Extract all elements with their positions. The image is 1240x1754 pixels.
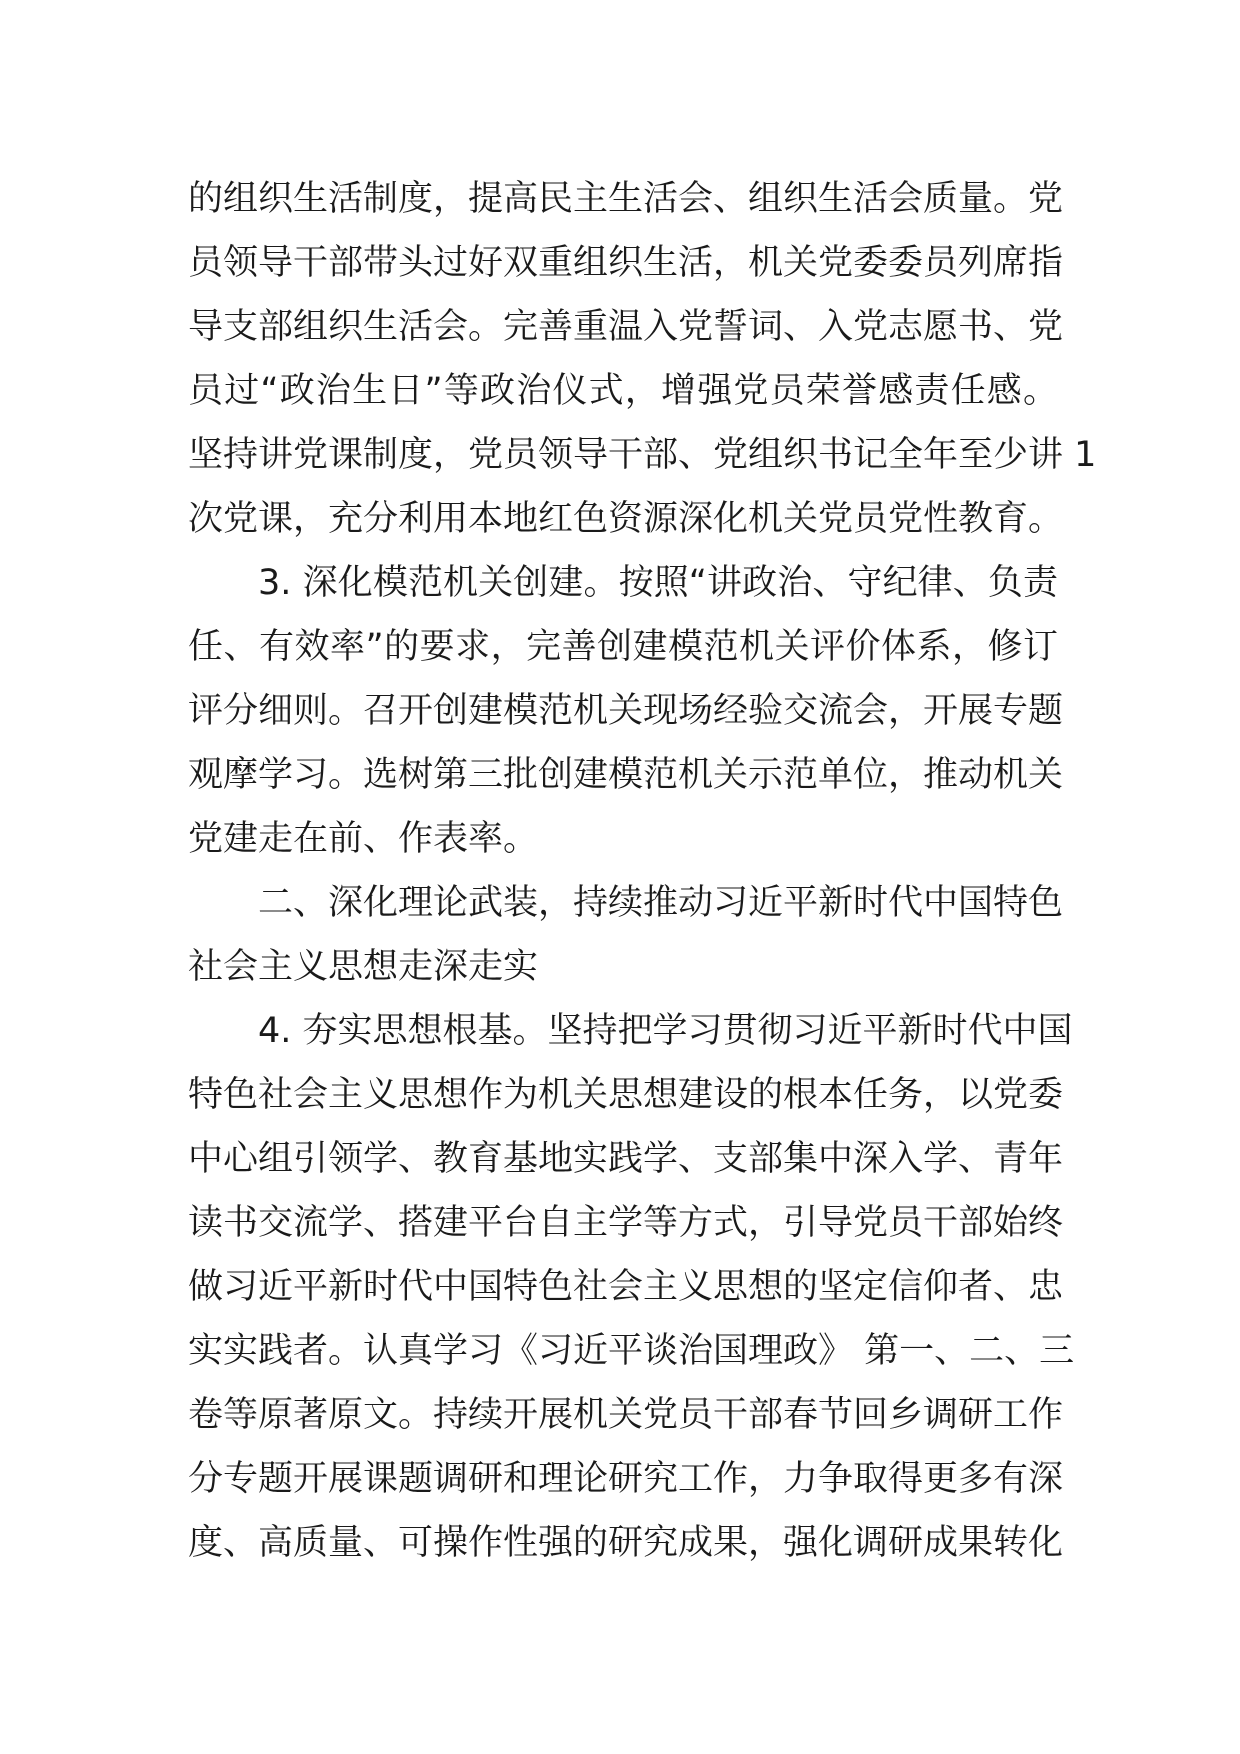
text-line: 实实践者。认真学习《习近平谈治国理政》 第一、二、三 xyxy=(188,1331,1075,1371)
section-heading-2-cont: 社会主义思想走深走实 xyxy=(188,947,539,987)
text-line: 坚持讲党课制度，党员领导干部、党组织书记全年至少讲 1 xyxy=(188,435,1097,475)
text-line: 特色社会主义思想作为机关思想建设的根本任务，以党委 xyxy=(188,1075,1064,1115)
section-heading-2: 二、深化理论武装，持续推动习近平新时代中国特色 xyxy=(258,883,1064,923)
text-line: 观摩学习。选树第三批创建模范机关示范单位，推动机关 xyxy=(188,755,1064,795)
text-line: 的组织生活制度，提高民主生活会、组织生活会质量。党 xyxy=(188,179,1064,219)
text-line: 卷等原著原文。持续开展机关党员干部春节回乡调研工作 xyxy=(188,1395,1064,1435)
text-line: 员领导干部带头过好双重组织生活，机关党委委员列席指 xyxy=(188,243,1064,283)
text-line: 任、有效率”的要求，完善创建模范机关评价体系，修订 xyxy=(188,627,1058,667)
paragraph-heading-3: 3. 深化模范机关创建。按照“讲政治、守纪律、负责 xyxy=(258,563,1058,603)
text-line: 中心组引领学、教育基地实践学、支部集中深入学、青年 xyxy=(188,1139,1064,1179)
text-line: 次党课，充分利用本地红色资源深化机关党员党性教育。 xyxy=(188,499,1064,539)
text-line: 度、高质量、可操作性强的研究成果，强化调研成果转化 xyxy=(188,1523,1064,1563)
text-line: 党建走在前、作表率。 xyxy=(188,819,539,859)
text-line: 分专题开展课题调研和理论研究工作，力争取得更多有深 xyxy=(188,1459,1064,1499)
text-line: 导支部组织生活会。完善重温入党誓词、入党志愿书、党 xyxy=(188,307,1064,347)
text-line: 评分细则。召开创建模范机关现场经验交流会，开展专题 xyxy=(188,691,1064,731)
body-text xyxy=(188,167,1097,1575)
text-line: 员过“政治生日”等政治仪式，增强党员荣誉感责任感。 xyxy=(188,371,1058,411)
text-line: 做习近平新时代中国特色社会主义思想的坚定信仰者、忠 xyxy=(188,1267,1064,1307)
text-line: 读书交流学、搭建平台自主学等方式，引导党员干部始终 xyxy=(188,1203,1064,1243)
paragraph-heading-4: 4. 夯实思想根基。坚持把学习贯彻习近平新时代中国 xyxy=(258,1011,1073,1051)
